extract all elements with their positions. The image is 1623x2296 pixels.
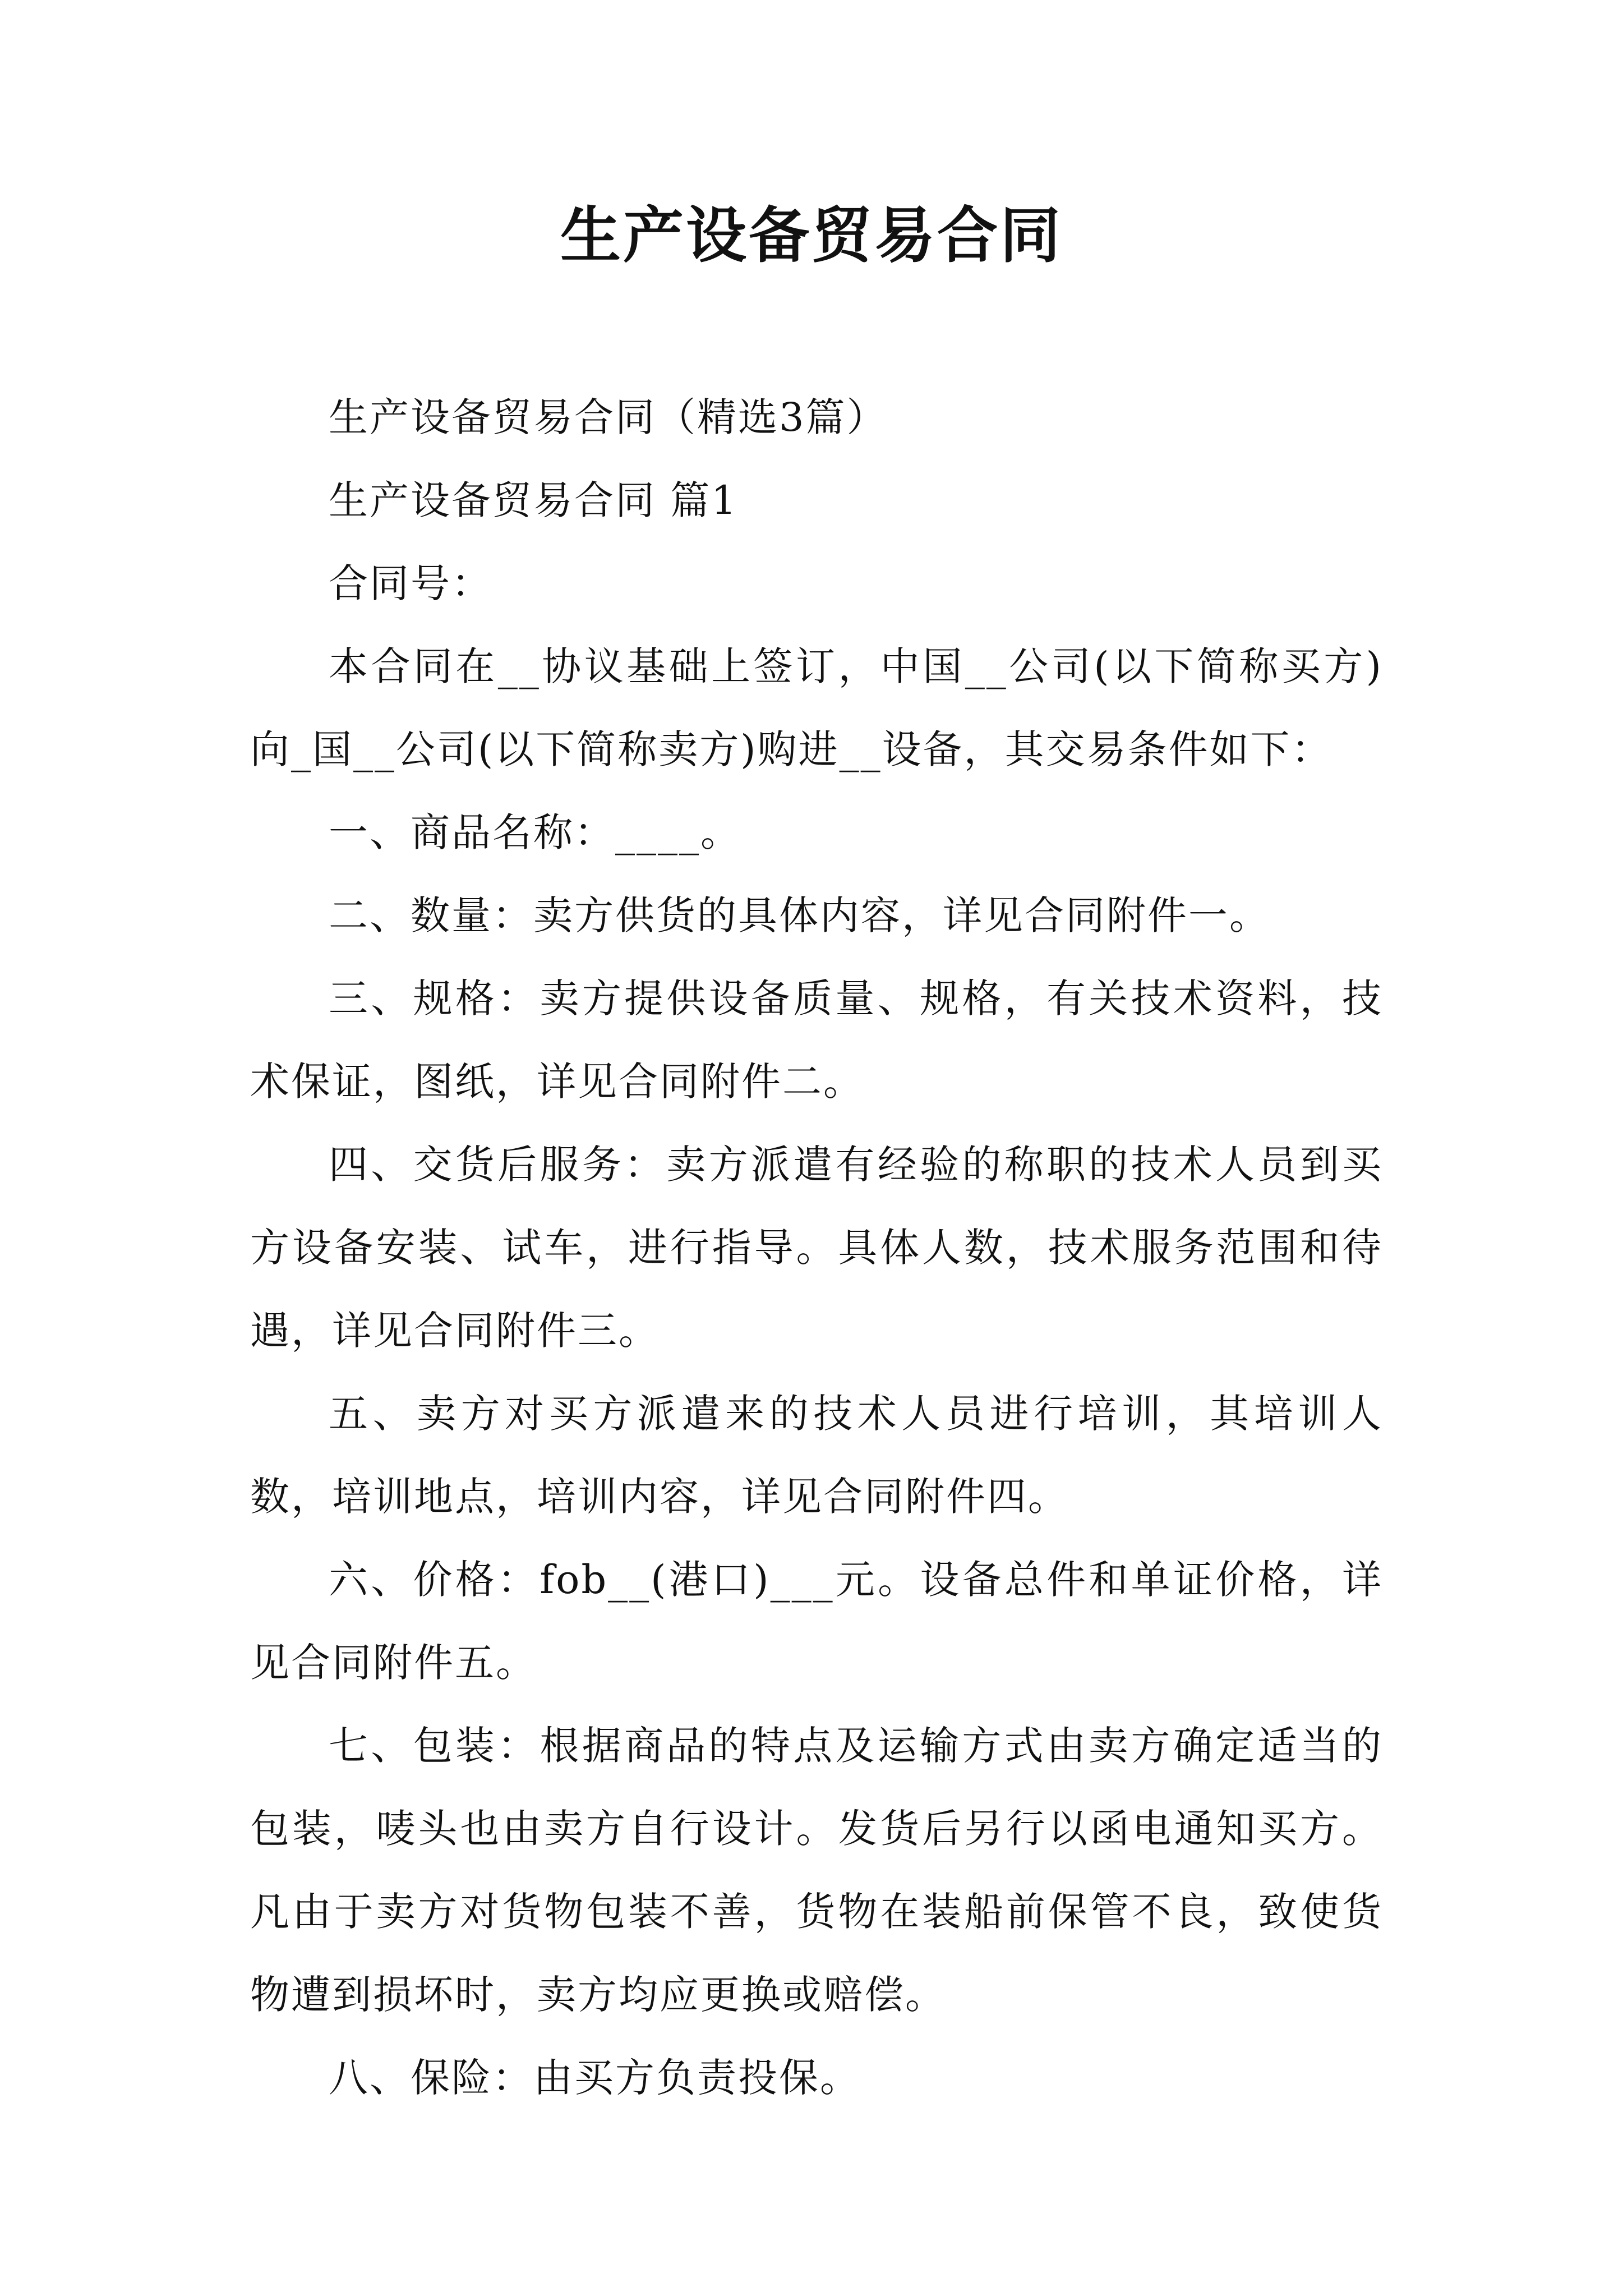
document-title: 生产设备贸易合同 bbox=[560, 200, 1063, 271]
clause-insurance: 八、保险：由买方负责投保。 bbox=[329, 2055, 861, 2101]
paragraph-part-heading: 生产设备贸易合同 篇1 bbox=[329, 477, 738, 523]
clause-specification: 三、规格：卖方提供设备质量、规格，有关技术资料，技术保证，图纸，详见合同附件二。 bbox=[250, 976, 1383, 1105]
paragraph-subtitle: 生产设备贸易合同（精选3篇） bbox=[329, 394, 888, 440]
document-body bbox=[250, 376, 1383, 2119]
clause-after-delivery-service: 四、交货后服务：卖方派遣有经验的称职的技术人员到买方设备安装、试车，进行指导。具体人数，技术服务范围和待遇，详见合同附件三。 bbox=[250, 1142, 1383, 1354]
clause-quantity: 二、数量：卖方供货的具体内容，详见合同附件一。 bbox=[329, 892, 1270, 938]
clause-product-name: 一、商品名称：____。 bbox=[329, 809, 741, 855]
clause-packaging: 七、包装：根据商品的特点及运输方式由卖方确定适当的包装，唛头也由卖方自行设计。发货后另行以函电通知买方。凡由于卖方对货物包装不善，货物在装船前保管不良，致使货物遭到损坏时，卖方均应更换或赔偿。 bbox=[250, 1723, 1383, 2018]
clause-price: 六、价格：fob__(港口)___元。设备总件和单证价格，详见合同附件五。 bbox=[250, 1557, 1383, 1686]
paragraph-preamble: 本合同在__协议基础上签订，中国__公司(以下简称买方)向_国__公司(以下简称卖方)购进__设备，其交易条件如下： bbox=[250, 643, 1383, 772]
paragraph-contract-number: 合同号： bbox=[329, 560, 492, 606]
clause-training: 五、卖方对买方派遣来的技术人员进行培训，其培训人数，培训地点，培训内容，详见合同附件四。 bbox=[250, 1391, 1383, 1520]
